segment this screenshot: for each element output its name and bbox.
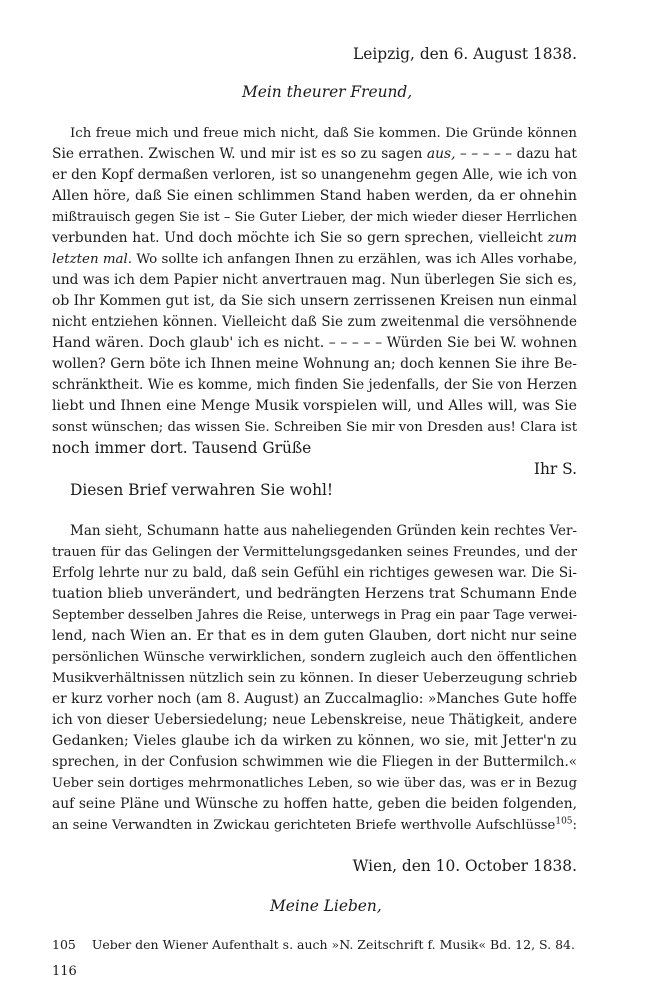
text-line: Sie errathen. Zwischen W. und mir ist es so zu sagen aus, – – – – – dazu hat: [52, 146, 577, 162]
text-line: letzten mal. Wo sollte ich anfangen Ihnen zu erzählen, was ich Alles vorhabe,: [52, 252, 578, 267]
letter2-salutation: Meine Lieben,: [270, 897, 382, 915]
text-line: Musikverhältnissen nützlich sein zu können. In dieser Ueberzeugung schrieb: [52, 671, 578, 686]
text-line: wollen? Gern böte ich Ihnen meine Wohnung an; doch kennen Sie ihre Be-: [52, 356, 577, 372]
text-line: Erfolg lehrte nur zu bald, daß sein Gefühl ein richtiges gewesen war. Die Si-: [52, 565, 577, 581]
letter1-dateline: Leipzig, den 6. August 1838.: [353, 45, 577, 63]
text-line: noch immer dort. Tausend Grüße: [52, 439, 312, 457]
text-line: Gedanken; Vieles glaube ich da wirken zu können, wo sie, mit Jetter'n zu: [52, 733, 577, 749]
text-line: persönlichen Wünsche verwirklichen, sondern zugleich auch den öffentlichen: [52, 650, 577, 665]
text-line: sprechen, in der Confusion schwimmen wie die Fliegen in der Buttermilch.«: [52, 754, 577, 770]
letter1-signature: Ihr S.: [533, 460, 577, 478]
text-line: Allen höre, daß Sie einen schlimmen Stand haben werden, da er ohnehin: [52, 188, 577, 204]
text-line: Man sieht, Schumann hatte aus naheliegenden Gründen kein rechtes Ver-: [70, 523, 577, 539]
text-line: Ueber sein dortiges mehrmonatliches Leben, so wie über das, was er in Bezug: [52, 776, 577, 791]
text-line: tuation blieb unverändert, und bedrängten Herzens trat Schumann Ende: [52, 586, 577, 602]
book-page: [52, 0, 577, 990]
text-line: liebt und Ihnen eine Menge Musik vorspielen will, und Alles will, was Sie: [52, 398, 577, 414]
text-line: verbunden hat. Und doch möchte ich Sie so gern sprechen, vielleicht zum: [52, 230, 577, 246]
text-line: Ich freue mich und freue mich nicht, daß Sie kommen. Die Gründe können: [70, 126, 577, 141]
text-line: Hand wären. Doch glaub' ich es nicht. – – – – – Würden Sie bei W. wohnen: [52, 335, 577, 351]
emphasis-word: zum: [547, 230, 577, 246]
footnote: [52, 934, 577, 955]
text-line: auf seine Pläne und Wünsche zu hoffen hatte, geben die beiden folgenden,: [52, 796, 577, 812]
text-line: ob Ihr Kommen gut ist, da Sie sich unsern zerrissenen Kreisen nun einmal: [52, 293, 577, 309]
text-line: schränktheit. Wie es komme, mich finden Sie jedenfalls, der Sie von Herzen: [52, 377, 577, 393]
footnote-number: 105: [52, 937, 76, 952]
text-line: an seine Verwandten in Zwickau gerichteten Briefe werthvolle Aufschlüsse$^{105}$:: [52, 816, 577, 833]
text-line: trauen für das Gelingen der Vermittelungsgedanken seines Freundes, und der: [52, 545, 577, 560]
text-line: nicht entziehen können. Vielleicht daß Sie zum zweitenmal die versöhnende: [52, 314, 577, 330]
text-line: sonst wünschen; das wissen Sie. Schreiben Sie mir von Dresden aus! Clara ist: [52, 420, 577, 435]
text-line: er kurz vorher noch (am 8. August) an Zuccalmaglio: »Manches Gute hoffe: [52, 691, 577, 707]
letter2-dateline: Wien, den 10. October 1838.: [352, 857, 577, 875]
footnote-reference[interactable]: 105: [555, 816, 573, 827]
letter1-salutation: Mein theurer Freund,: [242, 83, 413, 101]
emphasis-word: letzten mal.: [52, 252, 133, 267]
text-line: und was ich dem Papier nicht anvertrauen mag. Nun überlegen Sie sich es,: [52, 272, 577, 288]
text-line: mißtrauisch gegen Sie ist – Sie Guter Lieber, der mich wieder dieser Herrlichen: [52, 210, 577, 225]
page-number: 116: [52, 964, 77, 979]
text-line: er den Kopf dermaßen verloren, ist so unangenehm gegen Alle, wie ich von: [52, 167, 577, 183]
text-line: lend, nach Wien an. Er that es in dem guten Glauben, dort nicht nur seine: [52, 628, 577, 644]
text-line: September desselben Jahres die Reise, unterwegs in Prag ein paar Tage verwei-: [52, 608, 577, 623]
letter1-postscript: Diesen Brief verwahren Sie wohl!: [70, 481, 334, 499]
emphasis-word: aus,: [426, 146, 456, 162]
text-line: ich von dieser Uebersiedelung; neue Lebenskreise, neue Thätigkeit, andere: [52, 712, 577, 728]
footnote-text: Ueber den Wiener Aufenthalt s. auch »N. Zeitschrift f. Musik« Bd. 12, S. 84.: [91, 937, 575, 952]
